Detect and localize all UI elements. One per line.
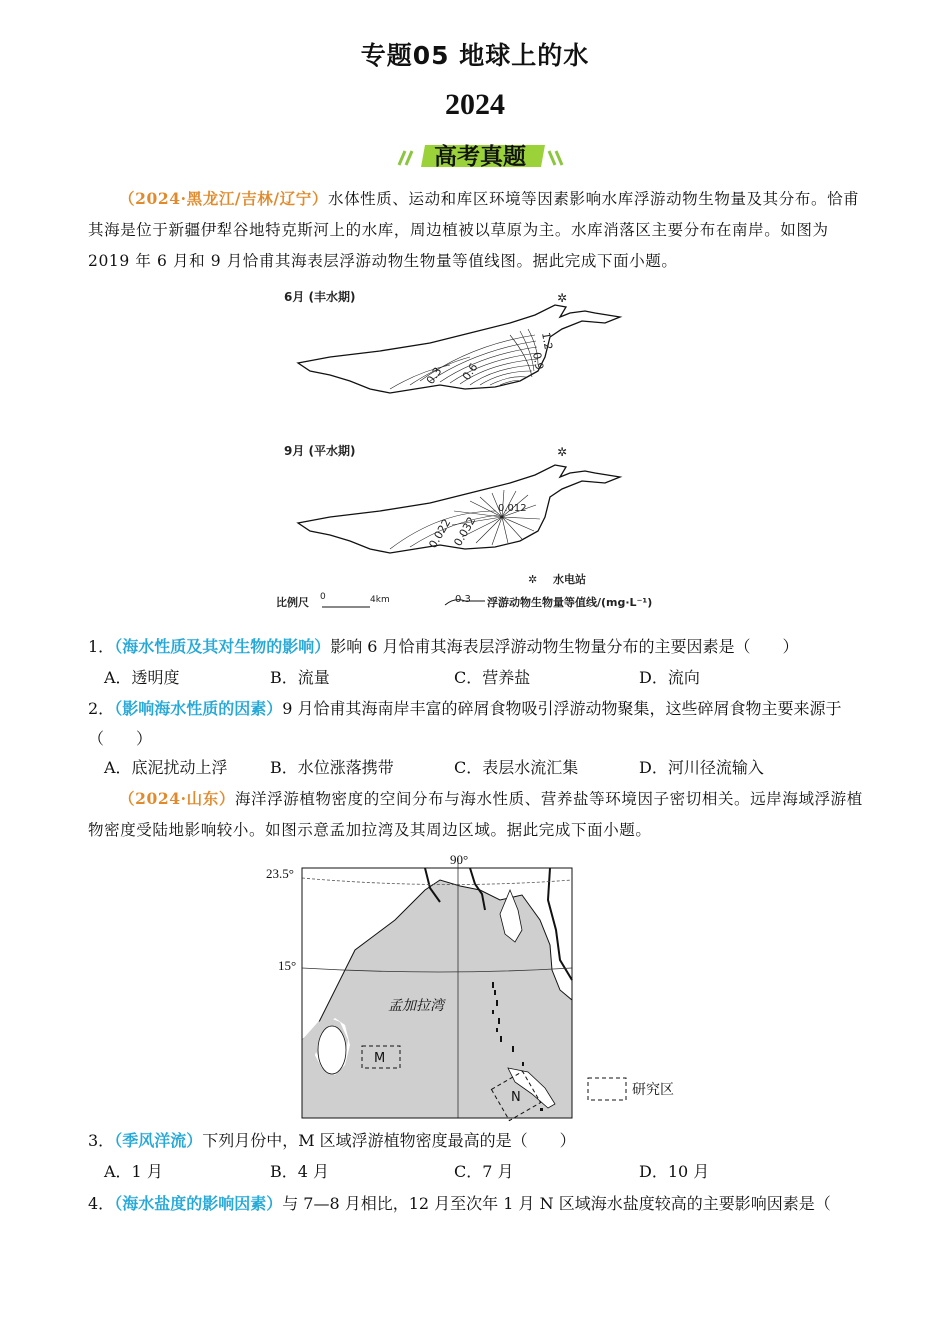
question-number: 1． xyxy=(88,637,115,656)
hydropower-station-icon: ✲ xyxy=(557,291,568,305)
option-d[interactable]: D．10 月 xyxy=(639,1162,710,1181)
exam-banner xyxy=(395,137,565,173)
knowledge-tag: （海水性质及其对生物的影响） xyxy=(114,637,331,656)
bay-label: 孟加拉湾 xyxy=(388,998,444,1014)
scale-four-km: 4km xyxy=(370,595,390,605)
june-contour-label: 1.2 xyxy=(539,331,555,351)
longitude-label: 90° xyxy=(450,852,469,867)
sept-contour-label: 0.012 xyxy=(498,503,527,514)
option-b[interactable]: B．水位涨落携带 xyxy=(270,758,394,777)
intro-paragraph-1 xyxy=(88,183,863,277)
june-label: 6月 (丰水期) xyxy=(284,290,356,304)
question-number: 4． xyxy=(88,1194,115,1213)
latitude-label-top: 23.5° xyxy=(266,866,294,881)
isoline-legend-value: 0.3 xyxy=(455,594,471,605)
sept-contour-label: 0.022 xyxy=(426,516,454,551)
study-area-legend-icon xyxy=(588,1078,626,1100)
year-heading: 2024 xyxy=(445,88,505,121)
knowledge-tag: （影响海水性质的因素） xyxy=(114,699,283,718)
intro-text: 水体性质、运动和库区环境等因素影响水库浮游动物生物量及其分布。恰甫其海是位于新疆伊犁谷地特克斯河上的水库，周边植被以草原为主。水库消落区主要分布在南岸。如图为 2019 年 6 月和 9 月恰甫其海表层浮游动物生物量等值线图。据此完成下面小题。 xyxy=(88,190,860,270)
question-2 xyxy=(88,694,868,754)
study-area-legend-label: 研究区 xyxy=(632,1082,674,1098)
options-2 xyxy=(104,753,864,783)
question-text: 与 7—8 月相比，12 月至次年 1 月 N 区域海水盐度较高的主要影响因素是（ xyxy=(282,1194,831,1213)
question-number: 2． xyxy=(88,699,115,718)
banner-label: 高考真题 xyxy=(434,144,526,170)
option-b[interactable]: B．4 月 xyxy=(270,1162,330,1181)
option-c[interactable]: C．营养盐 xyxy=(454,668,531,687)
hydropower-legend-label: 水电站 xyxy=(553,573,586,586)
option-a[interactable]: A．底泥扰动上浮 xyxy=(104,758,228,777)
isoline-legend-label: 浮游动物生物量等值线/(mg·L⁻¹) xyxy=(487,596,653,609)
intro-text: 海洋浮游植物密度的空间分布与海水性质、营养盐等环境因子密切相关。远岸海域浮游植物密度受陆地影响较小。如图示意孟加拉湾及其周边区域。据此完成下面小题。 xyxy=(88,790,863,839)
hydropower-station-icon: ✲ xyxy=(557,445,568,459)
sept-label: 9月 (平水期) xyxy=(284,444,356,458)
source-tag: （2024·黑龙江/吉林/辽宁） xyxy=(119,189,328,208)
question-text: 下列月份中，M 区域浮游植物密度最高的是（ ） xyxy=(202,1131,576,1150)
options-3 xyxy=(104,1157,864,1187)
option-b[interactable]: B．流量 xyxy=(270,668,330,687)
reservoir-contour-figure xyxy=(270,285,670,615)
question-text: 影响 6 月恰甫其海表层浮游动物生物量分布的主要因素是（ ） xyxy=(330,637,799,656)
source-tag: （2024·山东） xyxy=(119,789,235,808)
page-title: 专题05 地球上的水 xyxy=(360,41,590,70)
june-contour-label: 0.3 xyxy=(423,364,445,387)
option-c[interactable]: C．表层水流汇集 xyxy=(454,758,579,777)
option-a[interactable]: A．透明度 xyxy=(104,668,180,687)
option-d[interactable]: D．流向 xyxy=(639,668,700,687)
question-3 xyxy=(88,1126,868,1156)
hydropower-legend-icon: ✲ xyxy=(528,573,538,586)
study-area-m-label: M xyxy=(374,1051,386,1066)
option-d[interactable]: D．河川径流输入 xyxy=(639,758,764,777)
june-contour-label: 0.9 xyxy=(530,351,546,371)
june-contour-label: 0.6 xyxy=(459,360,481,383)
question-1 xyxy=(88,632,868,662)
knowledge-tag: （海水盐度的影响因素） xyxy=(114,1194,283,1213)
scale-zero: 0 xyxy=(320,592,326,602)
latitude-label-mid: 15° xyxy=(278,958,297,973)
scale-label: 比例尺 xyxy=(276,596,309,609)
bay-of-bengal-map xyxy=(260,850,700,1125)
knowledge-tag: （季风洋流） xyxy=(114,1131,203,1150)
intro-paragraph-2 xyxy=(88,783,863,846)
option-a[interactable]: A．1 月 xyxy=(104,1162,163,1181)
option-c[interactable]: C．7 月 xyxy=(454,1162,514,1181)
options-1 xyxy=(104,663,864,693)
question-4 xyxy=(88,1189,888,1219)
sept-contour-label: 0.032 xyxy=(451,514,479,549)
question-number: 3． xyxy=(88,1131,115,1150)
study-area-n-label: N xyxy=(511,1090,521,1105)
question-text: 9 月恰甫其海南岸丰富的碎屑食物吸引浮游动物聚集，这些碎屑食物主要来源于（ ） xyxy=(88,699,842,748)
